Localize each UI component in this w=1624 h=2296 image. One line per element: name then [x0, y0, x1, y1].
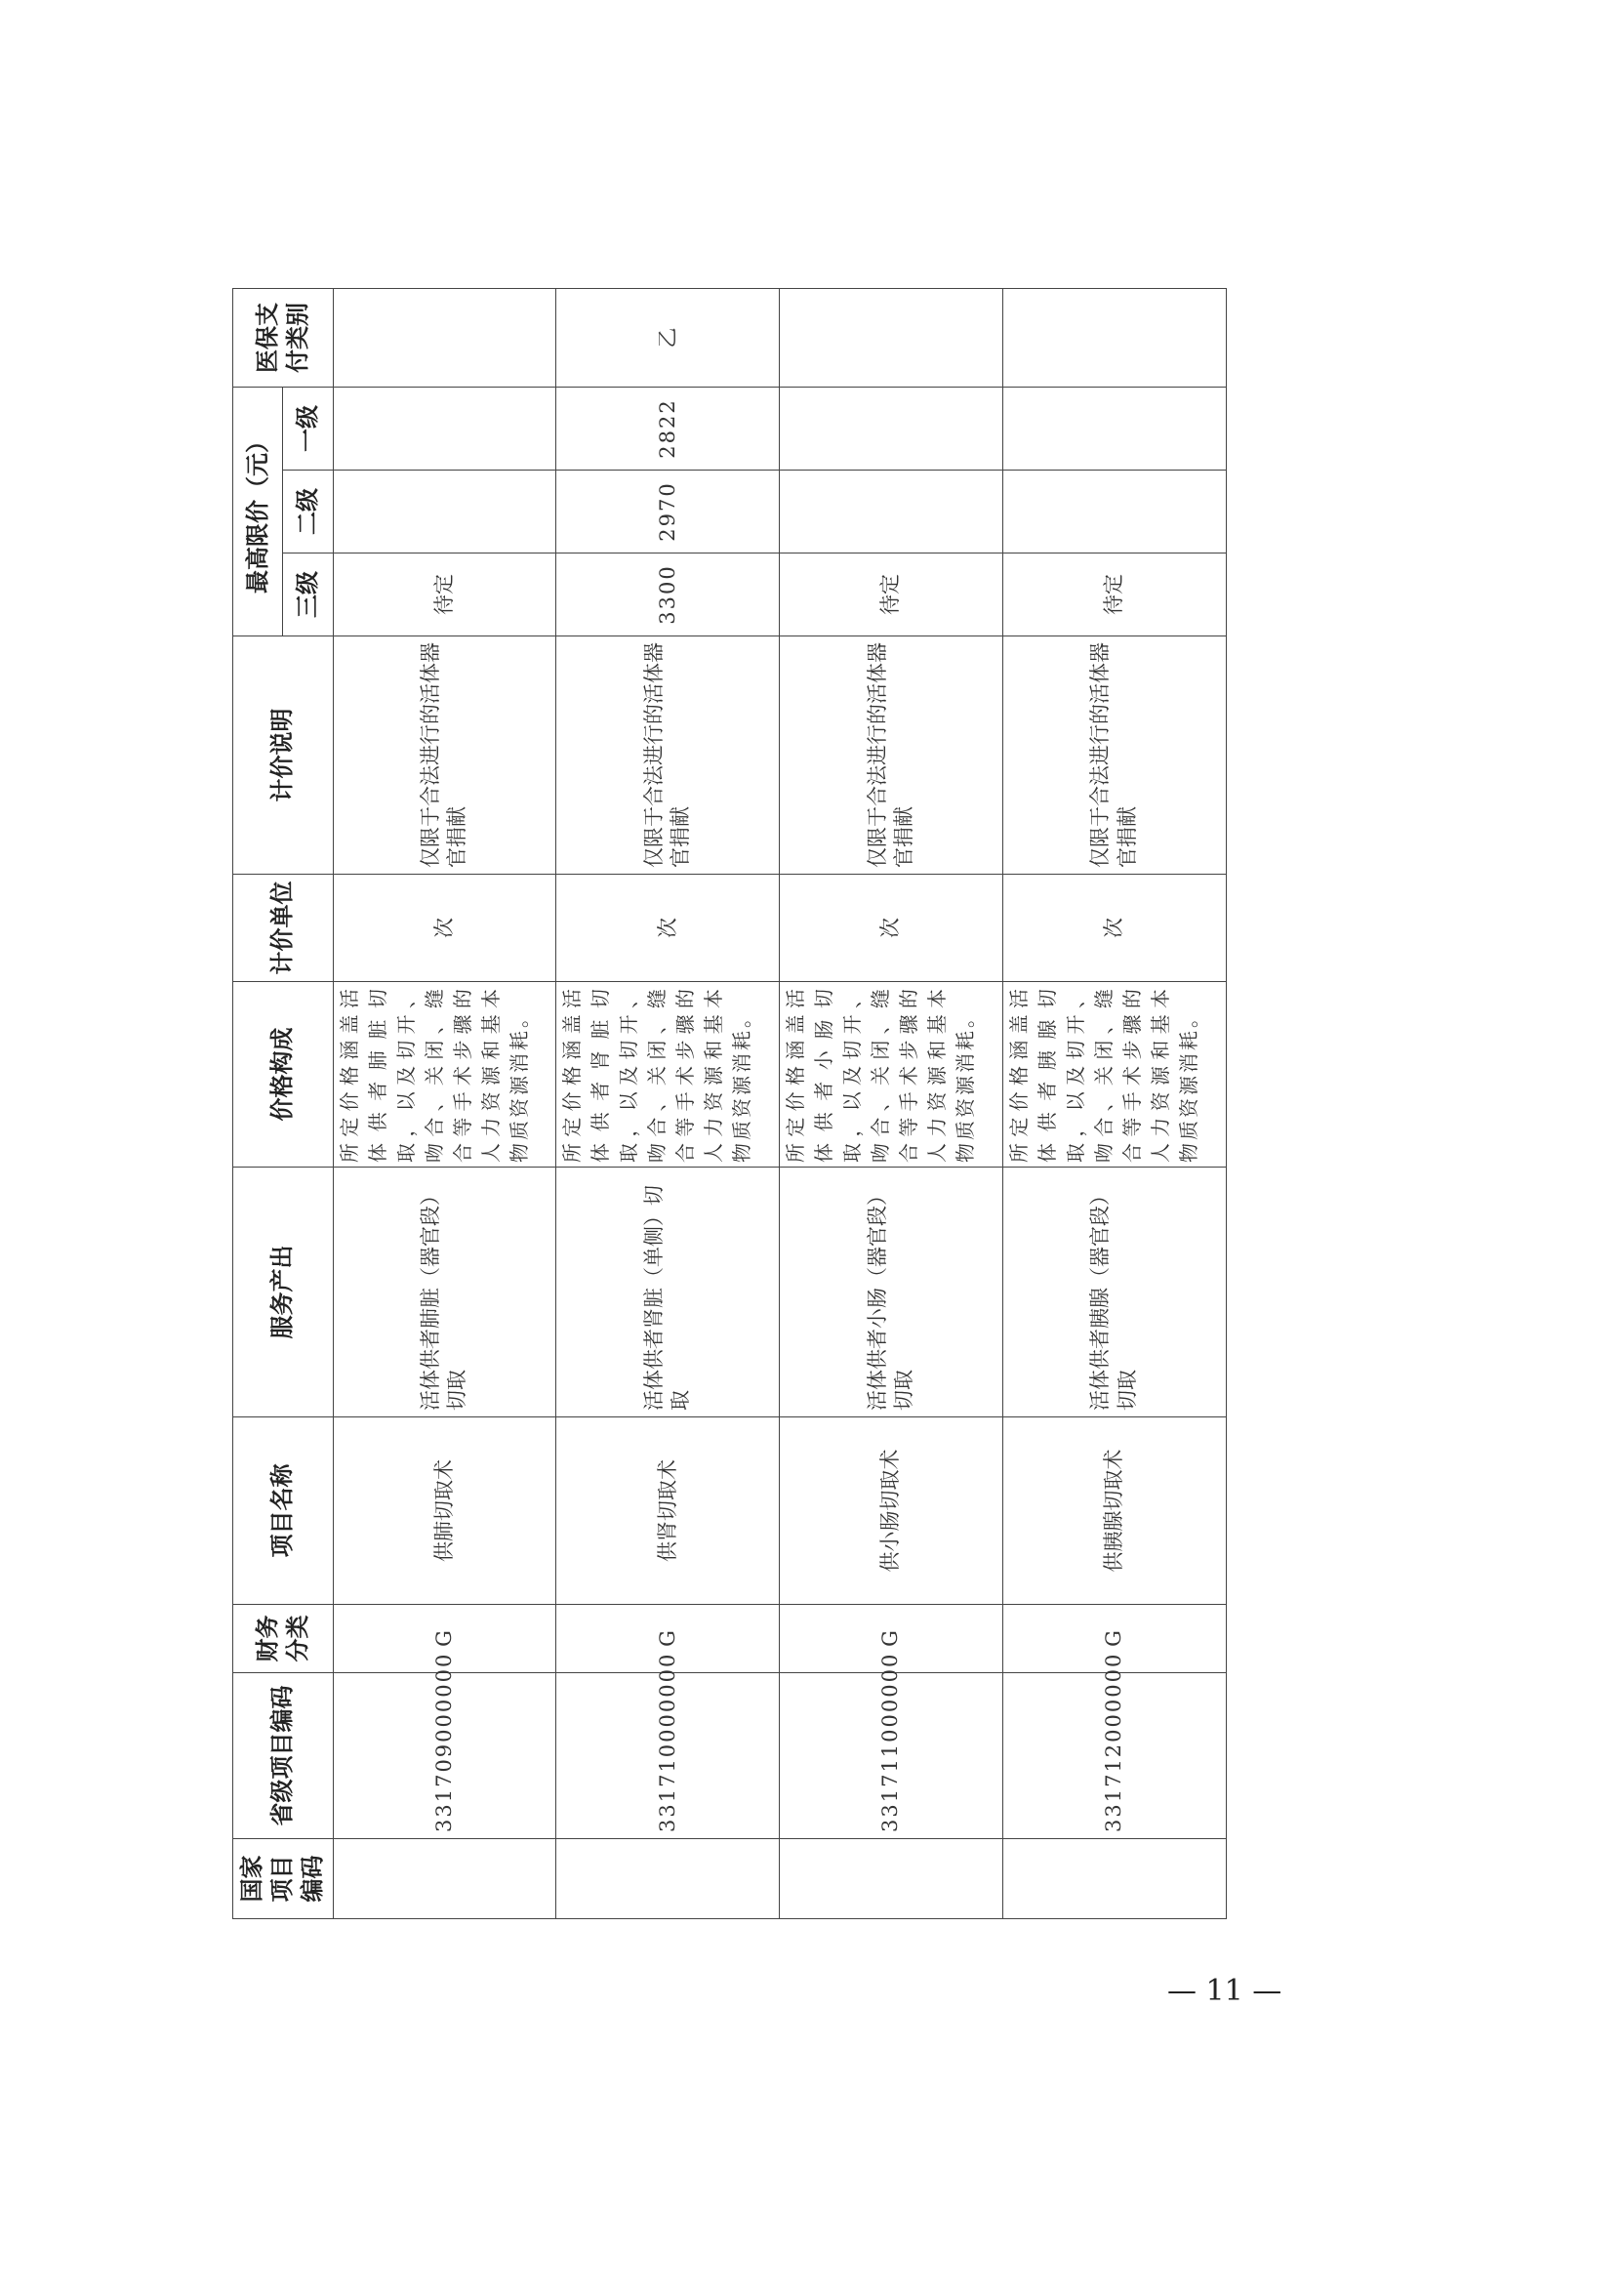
header-provincial-code: 省级项目编码	[233, 1673, 334, 1839]
header-level1: 一级	[283, 387, 333, 470]
cell-finance-category: G	[1002, 1605, 1226, 1673]
cell-price-composition: 所定价格涵盖活体供者胰腺切取，以及切开、吻合、关闭、缝合等手术步骤的人力资源和基本物质资源消耗。	[1002, 982, 1226, 1168]
cell-national-code	[333, 1839, 556, 1919]
cell-pricing-note: 仅限于合法进行的活体器官捐献	[556, 636, 780, 875]
cell-item-name: 供肺切取术	[333, 1417, 556, 1605]
cell-provincial-code: 331711000000	[780, 1673, 1003, 1839]
cell-insurance	[780, 288, 1003, 387]
cell-provincial-code: 331710000000	[556, 1673, 780, 1839]
cell-service-output: 活体供者肾脏（单侧）切取	[556, 1168, 780, 1417]
cell-level2	[1002, 471, 1226, 554]
cell-price-composition: 所定价格涵盖活体供者小肠切取，以及切开、吻合、关闭、缝合等手术步骤的人力资源和基本物质资源消耗。	[780, 982, 1003, 1168]
cell-provincial-code: 331709000000	[333, 1673, 556, 1839]
cell-national-code	[556, 1839, 780, 1919]
cell-level3: 3300	[556, 554, 780, 636]
header-service-output: 服务产出	[233, 1168, 334, 1417]
cell-price-composition: 所定价格涵盖活体供者肺脏切取，以及切开、吻合、关闭、缝合等手术步骤的人力资源和基本物质资源消耗。	[333, 982, 556, 1168]
cell-level3: 待定	[780, 554, 1003, 636]
header-max-price: 最高限价（元）	[233, 387, 283, 636]
cell-national-code	[1002, 1839, 1226, 1919]
cell-national-code	[780, 1839, 1003, 1919]
cell-level2: 2970	[556, 471, 780, 554]
header-item-name: 项目名称	[233, 1417, 334, 1605]
cell-insurance: 乙	[556, 288, 780, 387]
page-number: — 11 —	[1167, 1974, 1282, 2008]
cell-level1: 2822	[556, 387, 780, 470]
cell-service-output: 活体供者小肠（器官段）切取	[780, 1168, 1003, 1417]
cell-finance-category: G	[333, 1605, 556, 1673]
cell-level1	[780, 387, 1003, 470]
header-finance-category: 财务分类	[233, 1605, 334, 1673]
cell-finance-category: G	[780, 1605, 1003, 1673]
cell-pricing-note: 仅限于合法进行的活体器官捐献	[333, 636, 556, 875]
table-row	[1002, 288, 1226, 1918]
cell-item-name: 供小肠切取术	[780, 1417, 1003, 1605]
header-insurance: 医保支付类别	[233, 288, 334, 387]
rotated-page-content	[232, 302, 1208, 1919]
cell-level1	[333, 387, 556, 470]
header-level3: 三级	[283, 554, 333, 636]
cell-provincial-code: 331712000000	[1002, 1673, 1226, 1839]
header-national-code: 国家项目编码	[233, 1839, 334, 1919]
cell-insurance	[333, 288, 556, 387]
table-row	[780, 288, 1003, 1918]
price-table	[232, 288, 1227, 1919]
cell-unit: 次	[556, 875, 780, 982]
table-row	[556, 288, 780, 1918]
cell-price-composition: 所定价格涵盖活体供者肾脏切取，以及切开、吻合、关闭、缝合等手术步骤的人力资源和基本物质资源消耗。	[556, 982, 780, 1168]
cell-pricing-note: 仅限于合法进行的活体器官捐献	[1002, 636, 1226, 875]
header-level2: 二级	[283, 471, 333, 554]
cell-unit: 次	[333, 875, 556, 982]
cell-unit: 次	[1002, 875, 1226, 982]
table-row	[333, 288, 556, 1918]
cell-unit: 次	[780, 875, 1003, 982]
cell-insurance	[1002, 288, 1226, 387]
header-unit: 计价单位	[233, 875, 334, 982]
cell-service-output: 活体供者肺脏（器官段）切取	[333, 1168, 556, 1417]
cell-level3: 待定	[1002, 554, 1226, 636]
cell-item-name: 供胰腺切取术	[1002, 1417, 1226, 1605]
header-row-top	[233, 288, 283, 1918]
cell-level2	[780, 471, 1003, 554]
cell-item-name: 供肾切取术	[556, 1417, 780, 1605]
header-price-composition: 价格构成	[233, 982, 334, 1168]
cell-finance-category: G	[556, 1605, 780, 1673]
cell-service-output: 活体供者胰腺（器官段）切取	[1002, 1168, 1226, 1417]
cell-level3: 待定	[333, 554, 556, 636]
cell-level1	[1002, 387, 1226, 470]
cell-level2	[333, 471, 556, 554]
cell-pricing-note: 仅限于合法进行的活体器官捐献	[780, 636, 1003, 875]
header-pricing-note: 计价说明	[233, 636, 334, 875]
